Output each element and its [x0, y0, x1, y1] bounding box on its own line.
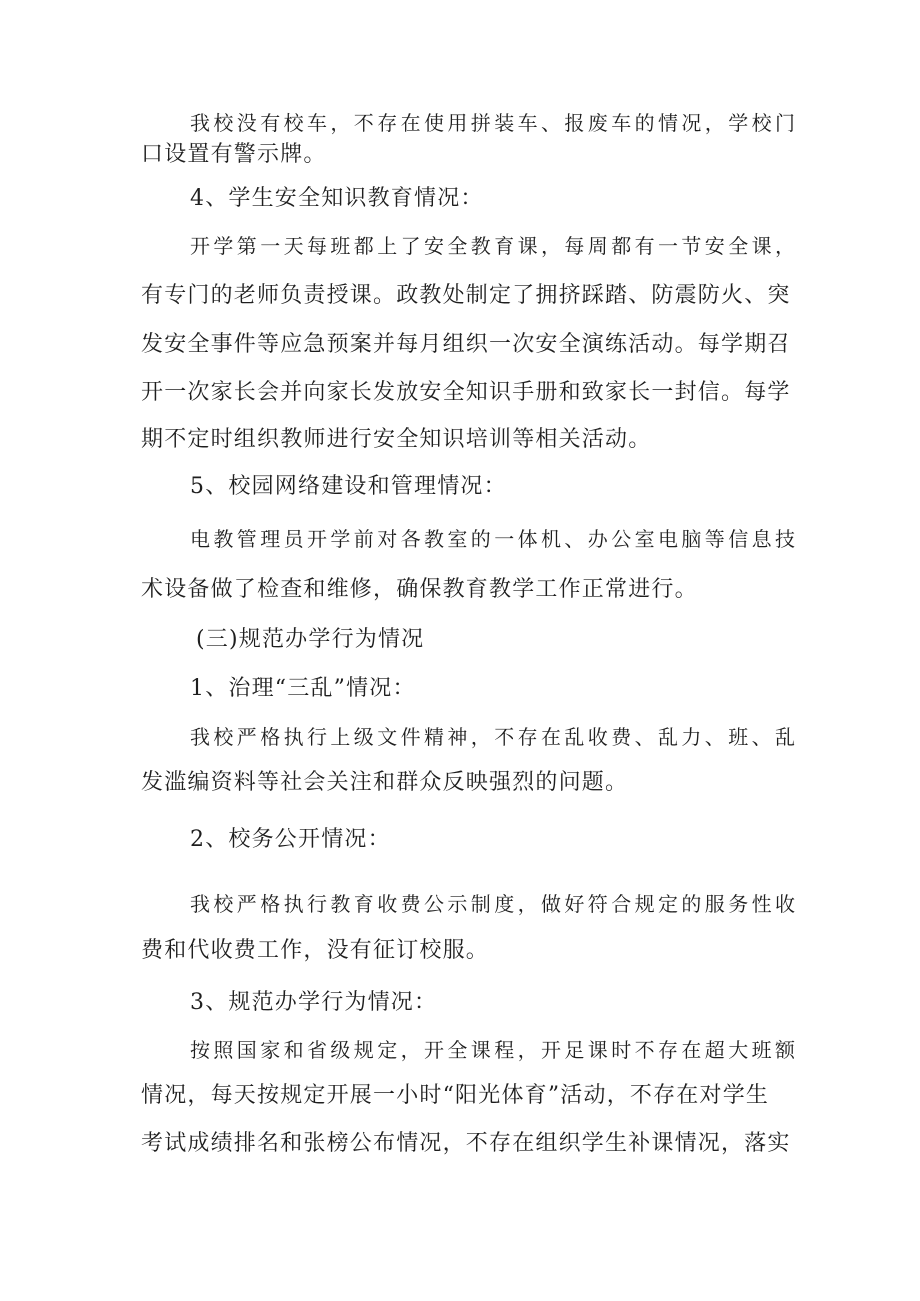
text-line: 电教管理员开学前对各教室的一体机、办公室电脑等信息技	[190, 527, 799, 551]
text-line: 我校没有校车，不存在使用拼装车、报废车的情况，学校门	[190, 111, 799, 135]
text-line: 口设置有警示牌。	[141, 142, 327, 167]
text-line: 费和代收费工作，没有征订校服。	[141, 938, 490, 963]
section-heading: 4、学生安全知识教育情况：	[190, 186, 484, 211]
text-line: 发安全事件等应急预案并每月组织一次安全演练活动。每学期召	[141, 332, 791, 357]
text-line: 考试成绩排名和张榜公布情况，不存在组织学生补课情况，落实	[141, 1131, 791, 1156]
text-line: 期不定时组织教师进行安全知识培训等相关活动。	[141, 427, 652, 452]
section-heading: (三)规范办学行为情况	[196, 627, 425, 652]
section-heading: 5、校园网络建设和管理情况：	[190, 474, 507, 499]
text-line: 开学第一天每班都上了安全教育课，每周都有一节安全课，	[190, 234, 799, 258]
text-line: 情况，每天按规定开展一小时“阳光体育”活动，不存在对学生	[141, 1083, 770, 1108]
section-heading: 1、治理“三乱”情况：	[190, 676, 416, 701]
section-heading: 2、校务公开情况：	[190, 827, 391, 852]
section-heading: 3、规范办学行为情况：	[190, 990, 438, 1015]
text-line: 我校严格执行上级文件精神，不存在乱收费、乱力、班、乱	[190, 725, 799, 749]
text-line: 我校严格执行教育收费公示制度，做好符合规定的服务性收	[190, 892, 799, 916]
text-line: 有专门的老师负责授课。政教处制定了拥挤踩踏、防震防火、突	[141, 283, 791, 308]
text-line: 按照国家和省级规定，开全课程，开足课时不存在超大班额	[190, 1038, 799, 1062]
text-line: 术设备做了检查和维修，确保教育教学工作正常进行。	[141, 577, 698, 602]
text-line: 开一次家长会并向家长发放安全知识手册和致家长一封信。每学	[141, 380, 791, 405]
text-line: 发滥编资料等社会关注和群众反映强烈的问题。	[141, 770, 629, 795]
